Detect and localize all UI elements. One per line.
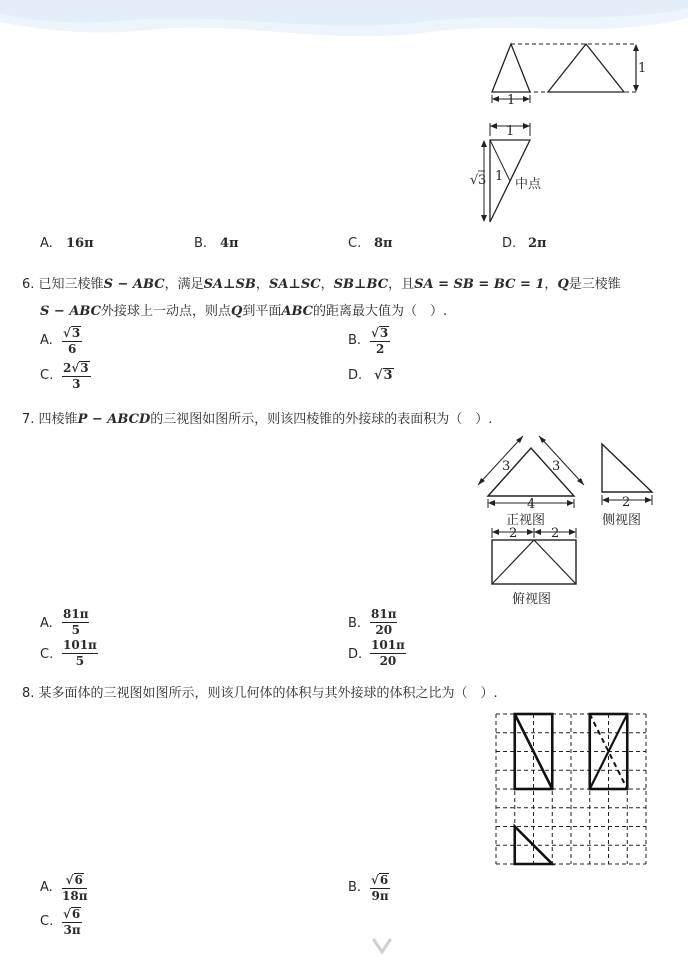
q6-option-a-label[interactable]: A. — [40, 333, 53, 348]
q7-option-c-label[interactable]: C. — [40, 647, 54, 662]
q8-option-a-value: $\frac{√6}{18\pi}$ — [62, 873, 88, 903]
q7-option-a-label[interactable]: A. — [40, 616, 53, 631]
q5-option-c[interactable]: C. 8π — [348, 236, 393, 251]
q6-stem-line2: S − ABC外接球上一动点，则点Q到平面ABC的距离最大值为（ ）. — [40, 304, 448, 319]
q5-dim-1a: 1 — [507, 93, 516, 108]
q8-option-a-label[interactable]: A. — [40, 880, 53, 895]
q7-option-b-label[interactable]: B. — [348, 616, 362, 631]
q5-bottom-figure — [468, 122, 568, 226]
q7-top-right-dim: 2 — [551, 526, 560, 541]
q6-option-b-value: $\frac{√3}{2}$ — [371, 326, 389, 356]
q5-top-figure — [486, 40, 646, 110]
q7-top-left-dim: 2 — [509, 526, 518, 541]
q6-option-c-value: $\frac{2√3}{3}$ — [63, 361, 89, 391]
q7-three-views-figure — [472, 432, 662, 610]
q8-option-c-label[interactable]: C. — [40, 914, 54, 929]
q5-dim-1c: 1 — [506, 124, 515, 139]
q8-option-c-value: $\frac{√6}{3\pi}$ — [63, 907, 81, 937]
q7-option-c-value: $\frac{101\pi}{5}$ — [63, 638, 97, 668]
q7-front-base-dim: 4 — [527, 497, 536, 512]
svg-text:√: √ — [470, 173, 479, 188]
q6-stem-line1: 6. 已知三棱锥S − ABC，满足SA⊥SB，SA⊥SC，SB⊥BC，且SA = SB = BC = 1，Q是三棱锥 — [22, 277, 621, 292]
q7-front-view-label: 正视图 — [506, 513, 546, 528]
q7-side-view-label: 侧视图 — [602, 513, 642, 528]
q7-side-base-dim: 2 — [622, 495, 631, 510]
q6-option-c-label[interactable]: C. — [40, 368, 54, 383]
q8-stem: 8. 某多面体的三视图如图所示，则该几何体的体积与其外接球的体积之比为（ ）. — [22, 686, 498, 701]
q7-option-b-value: $\frac{81\pi}{20}$ — [371, 607, 397, 637]
q7-top-view-label: 俯视图 — [512, 592, 552, 607]
q5-midpoint-label: 中点 — [515, 177, 542, 192]
q7-front-right-dim: 3 — [552, 459, 561, 474]
q5-option-a[interactable]: A. 16π — [40, 236, 94, 251]
q6-option-a-value: $\frac{√3}{6}$ — [63, 326, 81, 356]
q5-dim-1b: 1 — [638, 61, 646, 76]
q7-front-left-dim: 3 — [502, 459, 511, 474]
q6-option-b-label[interactable]: B. — [348, 333, 362, 348]
q7-option-d-label[interactable]: D. — [348, 647, 363, 662]
q8-option-b-label[interactable]: B. — [348, 880, 362, 895]
q7-option-d-value: $\frac{101\pi}{20}$ — [371, 638, 405, 668]
q7-option-a-value: $\frac{81\pi}{5}$ — [63, 607, 89, 637]
q7-stem: 7. 四棱锥P − ABCD的三视图如图所示，则该四棱锥的外接球的表面积为（ ）. — [22, 412, 493, 427]
q5-dim-1d: 1 — [495, 169, 504, 184]
q8-three-views-figure — [494, 712, 650, 868]
decorative-mark — [372, 936, 394, 956]
q5-dim-sqrt3: 3 — [478, 173, 487, 188]
q5-option-b[interactable]: B. 4π — [194, 236, 239, 251]
q6-option-d[interactable]: D. √3 — [348, 368, 393, 383]
q5-option-d[interactable]: D. 2π — [502, 236, 547, 251]
q8-option-b-value: $\frac{√6}{9\pi}$ — [371, 873, 389, 903]
